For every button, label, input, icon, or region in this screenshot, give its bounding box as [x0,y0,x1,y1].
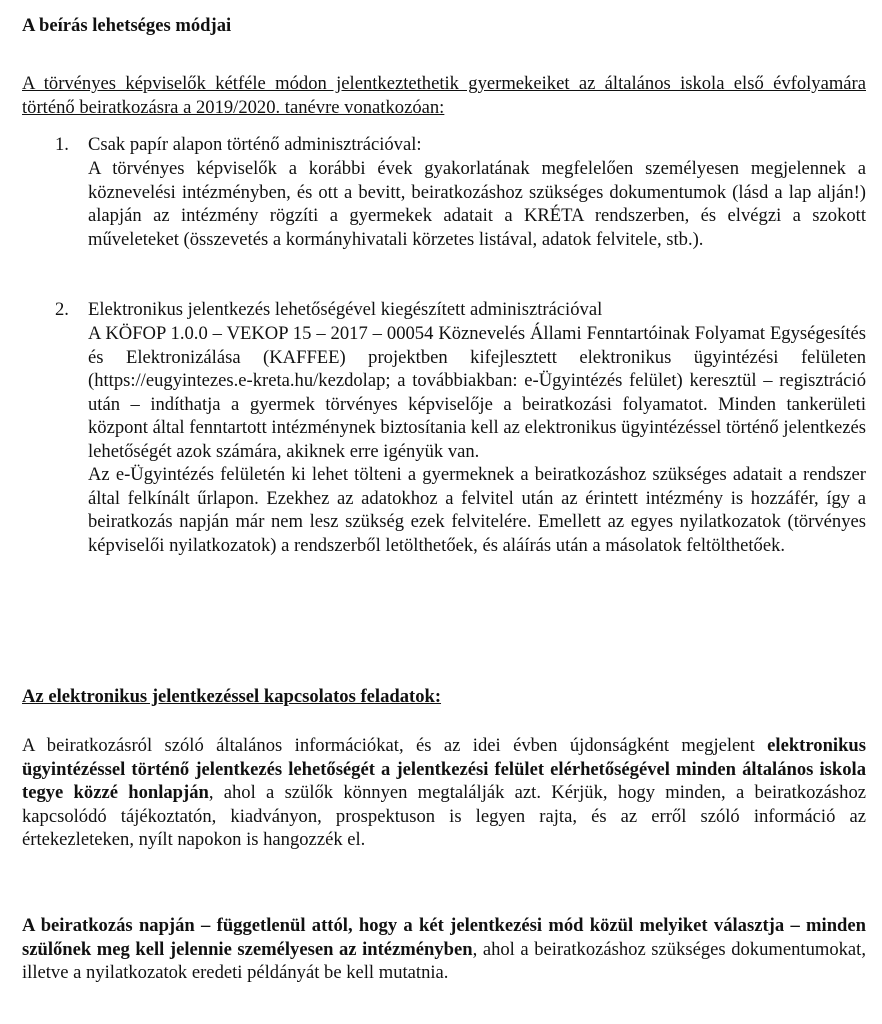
paragraph-text: , ahol a beiratkozáshoz szükséges dokumentumokat, illetve a nyilatkozatok eredeti példányát be kell mutatnia. [22,938,866,983]
page-title: A beírás lehetséges módjai [22,15,232,36]
paragraph-bold-text: A beiratkozás napján – függetlenül attól, hogy a két jelentkezési mód közül melyiket választja – minden szülőnek meg kell jelennie személyesen az intézményben [22,915,866,960]
list-item-paragraph: Az e-Ügyintézés felületén ki lehet tölteni a gyermeknek a beiratkozáshoz szükséges adatait a rendszer által felkínált űrlapon. Ezekhez az adatokhoz a felvitel után az érintett intézmény is hozzáfér, így a beiratkozás napján már nem lesz szükség ezek felvitelére. Emellett az egyes nyilatkozatok (törvényes képviselői nyilatkozatok) a rendszerből letölthetőek, és aláírás után a másolatok feltölthetőek. [88,464,866,556]
list-item-body [88,157,866,251]
paragraph-text: A beiratkozásról szóló általános információkat, és az idei évben újdonságként megjelent [22,735,768,756]
paragraph-text: , ahol a szülők könnyen megtalálják azt. Kérjük, hogy minden, a beiratkozáshoz kapcsolódó tájékoztatón, kiadványon, prospektuson is legyen rajta, és az erről szóló információ az értekezleteken, nyílt napokon is hangozzék el. [22,782,866,850]
section-paragraph [22,914,866,985]
list-item-title: Csak papír alapon történő adminisztrációval: [88,134,422,155]
paragraph-bold-text: elektronikus ügyintézéssel történő jelentkezés lehetőségét a jelentkezési felület elérhetőségével minden általános iskola tegye közzé honlapján [22,735,866,803]
intro-paragraph: A törvényes képviselők kétféle módon jelentkeztethetik gyermekeiket az általános iskola első évfolyamára történő beiratkozásra a 2019/2020. tanévre vonatkozóan: [22,73,866,118]
list-item-number: 2. [55,299,69,320]
section-paragraph [22,734,866,852]
list-item-title: Elektronikus jelentkezés lehetőségével kiegészített adminisztrációval [88,299,603,320]
list-item-paragraph: A törvényes képviselők a korábbi évek gyakorlatának megfelelően személyesen megjelennek a köznevelési intézményben, és ott a bevitt, beiratkozáshoz szükséges dokumentumok (lásd a lap alján!) alapján az intézmény rögzíti a gyermekek adatait a KRÉTA rendszerben, és elvégzi a szokott műveleteket (összevetés a kormányhivatali körzetes listával, adatok felvitele, stb.). [88,158,866,250]
list-item-body [88,322,866,557]
list-item-number: 1. [55,134,69,155]
list-item-paragraph: A KÖFOP 1.0.0 – VEKOP 15 – 2017 – 00054 Köznevelés Állami Fenntartóinak Folyamat Egységesítés és Elektronizálása (KAFFEE) projektben kifejlesztett elektronikus ügyintézési felületen (https://eugyintezes.e-kreta.hu/kezdolap; a továbbiakban: e-Ügyintézés felület) keresztül – regisztráció után – indíthatja a gyermek törvényes képviselője a beiratkozási folyamatot. Minden tankerületi központ által fenntartott intézménynek biztosítania kell az elektronikus ügyintézéssel történő jelentkezés lehetőségét azok számára, akiknek erre igényük van. [88,323,866,462]
section-heading: Az elektronikus jelentkezéssel kapcsolatos feladatok: [22,686,442,707]
